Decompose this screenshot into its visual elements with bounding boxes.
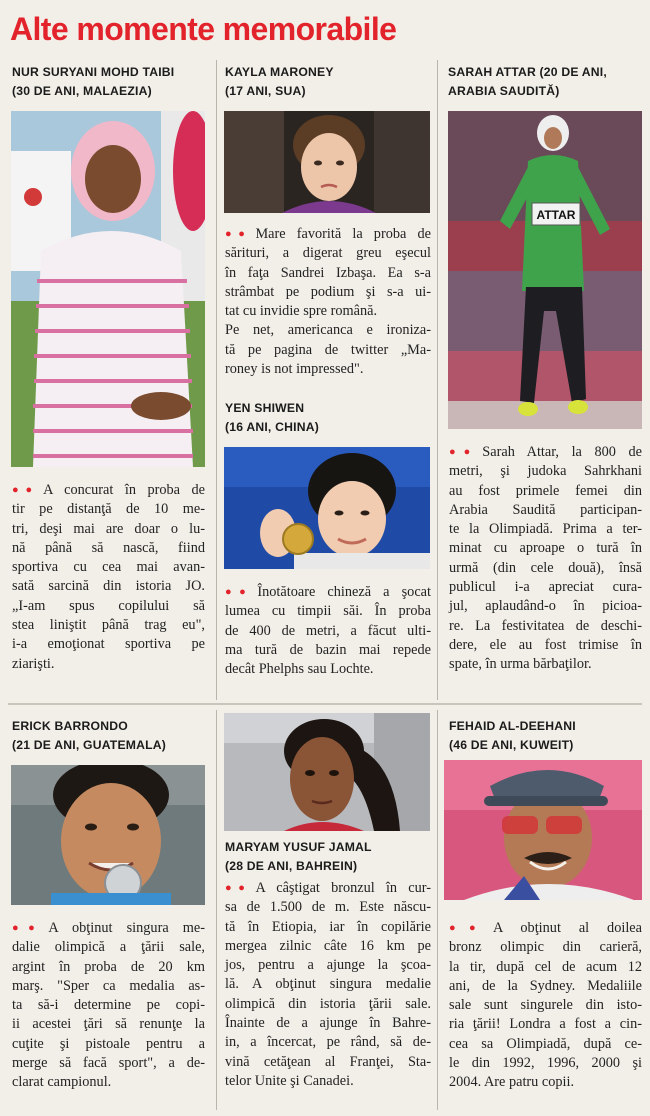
- column-divider: [437, 60, 438, 700]
- row-divider: [8, 703, 642, 705]
- bullet-dots: ●●: [12, 484, 40, 496]
- athlete-description: ●● Mare favorită la proba de sărituri, a digerat greu eşecul în faţa Sandrei Izbaşa. Ea s-a strâmbat pe podium şi s-a ui- tat cu invidie spre română. Pe net, americanca e ironiza- tă pe pagina de twitter „Ma- roney is not impressed".: [225, 226, 431, 378]
- bullet-dots: ●●: [225, 228, 252, 240]
- athlete-photo-erick-barrondo: [11, 765, 205, 905]
- athlete-photo-yen-shiwen: [224, 447, 430, 569]
- athlete-name: SARAH ATTAR (20 DE ANI, ARABIA SAUDITĂ): [448, 65, 607, 98]
- bullet-dots: ●●: [225, 586, 254, 598]
- athlete-photo-kayla-maroney: [224, 111, 430, 213]
- athlete-name: ERICK BARRONDO (21 DE ANI, GUATEMALA): [12, 719, 167, 752]
- athlete-photo-sarah-attar: [448, 111, 642, 429]
- bullet-dots: ●●: [225, 882, 252, 894]
- athlete-description: ●● A obţinut singura me- dalie olimpică a ţării sale, argint în proba de 20 km marş. "Sper ca medalia as- ta să-i determine pe copi- ii acestei ţări să renunţe la cuţite şi pistoale pentru a merge să facă sport", a de- clarat campionul.: [12, 920, 205, 1091]
- svg-text:ATTAR: ATTAR: [536, 208, 576, 222]
- bullet-dots: ●●: [12, 922, 45, 934]
- athlete-description: ●● A obţinut al doilea bronz olimpic din carieră, la tir, după cel de acum 12 ani, de la Sydney. Medaliile sale sunt singurele din isto- ria ţării! Londra a fost a cin- cea sa Olimpiadă, după ce- le din 1992, 1996, 2000 şi 2004. Are patru copii.: [449, 920, 642, 1091]
- athlete-description: ●● Înotătoare chineză a şocat lumea cu timpii săi. În proba de 400 de metri, a făcut ulti- ma tură de bazin mai repede decât Phelphs sau Lochte.: [225, 584, 431, 678]
- athlete-description: ●● A concurat în proba de tir pe distanţă de 10 me- tri, deşi mai are doar o lu- nă până să nască, fiind sportiva cu cea mai avan- sată sarcină din istoria JO. „I-am spus copilului să stea liniştit până trag eu", i-a emoţionat sportiva pe ziarişti.: [12, 482, 205, 672]
- athlete-name: MARYAM YUSUF JAMAL (28 DE ANI, BAHREIN): [225, 840, 372, 873]
- bullet-dots: ●●: [449, 446, 479, 458]
- athlete-photo-nur-suryani: [11, 111, 205, 467]
- athlete-description: ●● Sarah Attar, la 800 de metri, şi judoka Sahrkhani au fost primele femei din Arabia Saudită participan- te la Olimpiadă. Prima a ter- minat cu aproape o tură în urmă (din cele două), însă publicul i-a apreciat cura- jul, aplaudând-o în picioa- re. La festivitatea de deschi- dere, ele au fost trimise în spate, în urma bărbaţilor.: [449, 444, 642, 673]
- column-divider: [216, 60, 217, 700]
- athlete-description: ●● A câştigat bronzul în cur- sa de 1.500 de m. Este născu- tă în Etiopia, iar în copilărie mergea zilnic câte 16 km pe jos, pentru a ajunge la şcoa- lă. A obţinut singura medalie olimpică din istoria ţării sale. Înainte de a ajunge în Bahre- in, a încercat, pe rând, să de- vină cetăţean al Franţei, Sta- telor Unite şi Canadei.: [225, 880, 431, 1089]
- athlete-name: KAYLA MARONEY (17 ANI, SUA): [225, 65, 334, 98]
- athlete-name: YEN SHIWEN (16 ANI, CHINA): [225, 401, 319, 434]
- athlete-photo-maryam-yusuf-jamal: [224, 713, 430, 831]
- athlete-name: FEHAID AL-DEEHANI (46 DE ANI, KUWEIT): [449, 719, 576, 752]
- article-title: Alte momente memorabile: [10, 11, 397, 47]
- athlete-photo-fehaid-al-deehani: [444, 760, 642, 900]
- column-divider: [216, 710, 217, 1110]
- athlete-name: NUR SURYANI MOHD TAIBI (30 DE ANI, MALAEZIA): [12, 65, 175, 98]
- bullet-dots: ●●: [449, 922, 489, 934]
- column-divider: [437, 710, 438, 1110]
